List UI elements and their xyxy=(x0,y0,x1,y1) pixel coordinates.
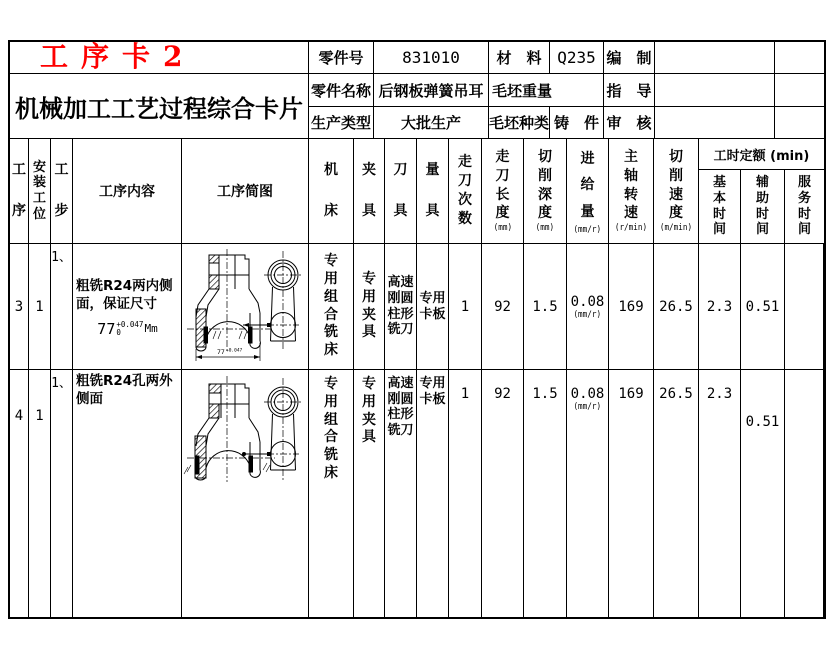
col-tool: 刀具 xyxy=(385,139,417,243)
col-length: 走刀长度 (mm) xyxy=(482,139,524,243)
service-time-cell xyxy=(785,244,824,369)
col-process: 工序 xyxy=(10,139,29,243)
col-machine: 机床 xyxy=(309,139,354,243)
col-passes: 走刀次数 xyxy=(449,139,482,243)
tool-cell: 高速刚圆柱形铣刀 xyxy=(385,244,417,369)
feed-cell: 0.08 (mm/r) xyxy=(567,370,609,617)
part-info-row-3 xyxy=(309,107,824,138)
machine-cell: 专用组合铣床 xyxy=(309,370,354,617)
compiler-value-cell xyxy=(655,42,775,73)
step-cell: 1、 xyxy=(51,370,73,617)
card-title: 工序卡2 xyxy=(10,42,308,74)
part-info-grid xyxy=(309,42,824,138)
col-service-time: 服务时间 xyxy=(797,175,811,238)
compiler-label: 编 制 xyxy=(604,42,655,73)
feed-cell: 0.08 (mm/r) xyxy=(567,244,609,369)
passes-cell: 1 xyxy=(449,244,482,369)
col-spindle: 主轴转速 (r/min) xyxy=(609,139,654,243)
machine-cell: 专用组合铣床 xyxy=(309,244,354,369)
title-block xyxy=(10,42,309,138)
col-time-quota-group xyxy=(699,139,824,243)
content-cell xyxy=(73,370,182,617)
content-text: 粗铣R24两内侧面，保证尺寸 xyxy=(76,277,173,312)
col-fixture: 夹具 xyxy=(354,139,385,243)
part-info-row-1 xyxy=(309,42,824,74)
step-cell: 1、 xyxy=(51,244,73,369)
col-time-quota: 工时定额 (min) xyxy=(699,139,824,170)
auditor-label: 审 核 xyxy=(604,107,655,138)
col-station: 安装工位 xyxy=(29,139,51,243)
material-label: 材 料 xyxy=(489,42,550,73)
tool-cell: 高速刚圆柱形铣刀 xyxy=(385,370,417,617)
part-no-value: 831010 xyxy=(374,42,489,73)
spindle-cell: 169 xyxy=(609,370,654,617)
empty-cell xyxy=(775,74,824,106)
process-no-cell: 4 xyxy=(10,370,29,617)
col-feed-unit: (mm/r) xyxy=(573,225,602,236)
station-cell: 1 xyxy=(29,244,51,369)
empty-cell xyxy=(775,42,824,73)
prod-type-value: 大批生产 xyxy=(374,107,489,138)
process-card-table xyxy=(8,40,826,619)
service-time-cell xyxy=(785,370,824,617)
sketch-dim-tol: +0.047 xyxy=(225,348,242,354)
time-quota-subcolumns xyxy=(699,170,824,243)
sketch-cell xyxy=(182,244,309,369)
col-length-unit: (mm) xyxy=(493,223,512,234)
advisor-value-cell xyxy=(655,74,775,106)
col-cut-speed: 切削速度 (m/min) xyxy=(654,139,699,243)
col-gauge: 量具 xyxy=(417,139,449,243)
spindle-cell: 169 xyxy=(609,244,654,369)
gauge-cell: 专用卡板 xyxy=(417,370,449,617)
length-cell: 92 xyxy=(482,370,524,617)
station-cell: 1 xyxy=(29,370,51,617)
cut-speed-cell: 26.5 xyxy=(654,244,699,369)
blank-weight-label: 毛坯重量 xyxy=(489,74,604,106)
header-band xyxy=(10,42,824,139)
part-no-label: 零件号 xyxy=(309,42,374,73)
empty-cell xyxy=(775,107,824,138)
basic-time-cell: 2.3 xyxy=(699,370,741,617)
col-aux-time: 辅助时间 xyxy=(741,170,785,243)
passes-cell: 1 xyxy=(449,370,482,617)
material-value: Q235 xyxy=(550,42,604,73)
col-step: 工步 xyxy=(51,139,73,243)
part-name-label: 零件名称 xyxy=(309,74,374,106)
col-basic-time: 基本时间 xyxy=(699,170,741,243)
sketch-dim-base: 77 xyxy=(216,348,225,356)
col-cut-speed-unit: (m/min) xyxy=(659,223,693,234)
part-name-value: 后钢板弹簧吊耳 xyxy=(374,74,489,106)
depth-cell: 1.5 xyxy=(524,370,567,617)
blank-kind-label: 毛坯种类 xyxy=(489,107,550,138)
content-text: 粗铣R24孔两外侧面 xyxy=(76,373,173,408)
aux-time-cell: 0.51 xyxy=(741,370,785,617)
basic-time-cell: 2.3 xyxy=(699,244,741,369)
process-sketch-clevis-section xyxy=(183,247,308,367)
length-cell: 92 xyxy=(482,244,524,369)
col-depth: 切削深度 (mm) xyxy=(524,139,567,243)
col-feed: 进给量 (mm/r) xyxy=(567,139,609,243)
depth-cell: 1.5 xyxy=(524,244,567,369)
table-row-process-3 xyxy=(10,244,824,370)
process-no-cell: 3 xyxy=(10,244,29,369)
advisor-label: 指 导 xyxy=(604,74,655,106)
process-sketch-clevis-section xyxy=(183,372,308,492)
col-sketch: 工序简图 xyxy=(182,139,309,243)
card-subtitle: 机械加工工艺过程综合卡片 xyxy=(15,93,303,123)
gauge-cell: 专用卡板 xyxy=(417,244,449,369)
cut-speed-cell: 26.5 xyxy=(654,370,699,617)
content-cell xyxy=(73,244,182,369)
auditor-value-cell xyxy=(655,107,775,138)
part-info-row-2 xyxy=(309,74,824,107)
fixture-cell: 专用夹具 xyxy=(354,370,385,617)
prod-type-label: 生产类型 xyxy=(309,107,374,138)
tolerance-stack: +0.047 0 xyxy=(116,320,144,338)
fixture-cell: 专用夹具 xyxy=(354,244,385,369)
sketch-cell xyxy=(182,370,309,617)
table-row-process-4 xyxy=(10,370,824,617)
aux-time-cell: 0.51 xyxy=(741,244,785,369)
dimension-text: 77 +0.047 0 Mm xyxy=(97,320,158,339)
blank-kind-value: 铸 件 xyxy=(550,107,604,138)
col-spindle-unit: (r/min) xyxy=(614,223,648,234)
column-header-row xyxy=(10,139,824,244)
col-depth-unit: (mm) xyxy=(535,223,555,234)
col-content: 工序内容 xyxy=(73,139,182,243)
